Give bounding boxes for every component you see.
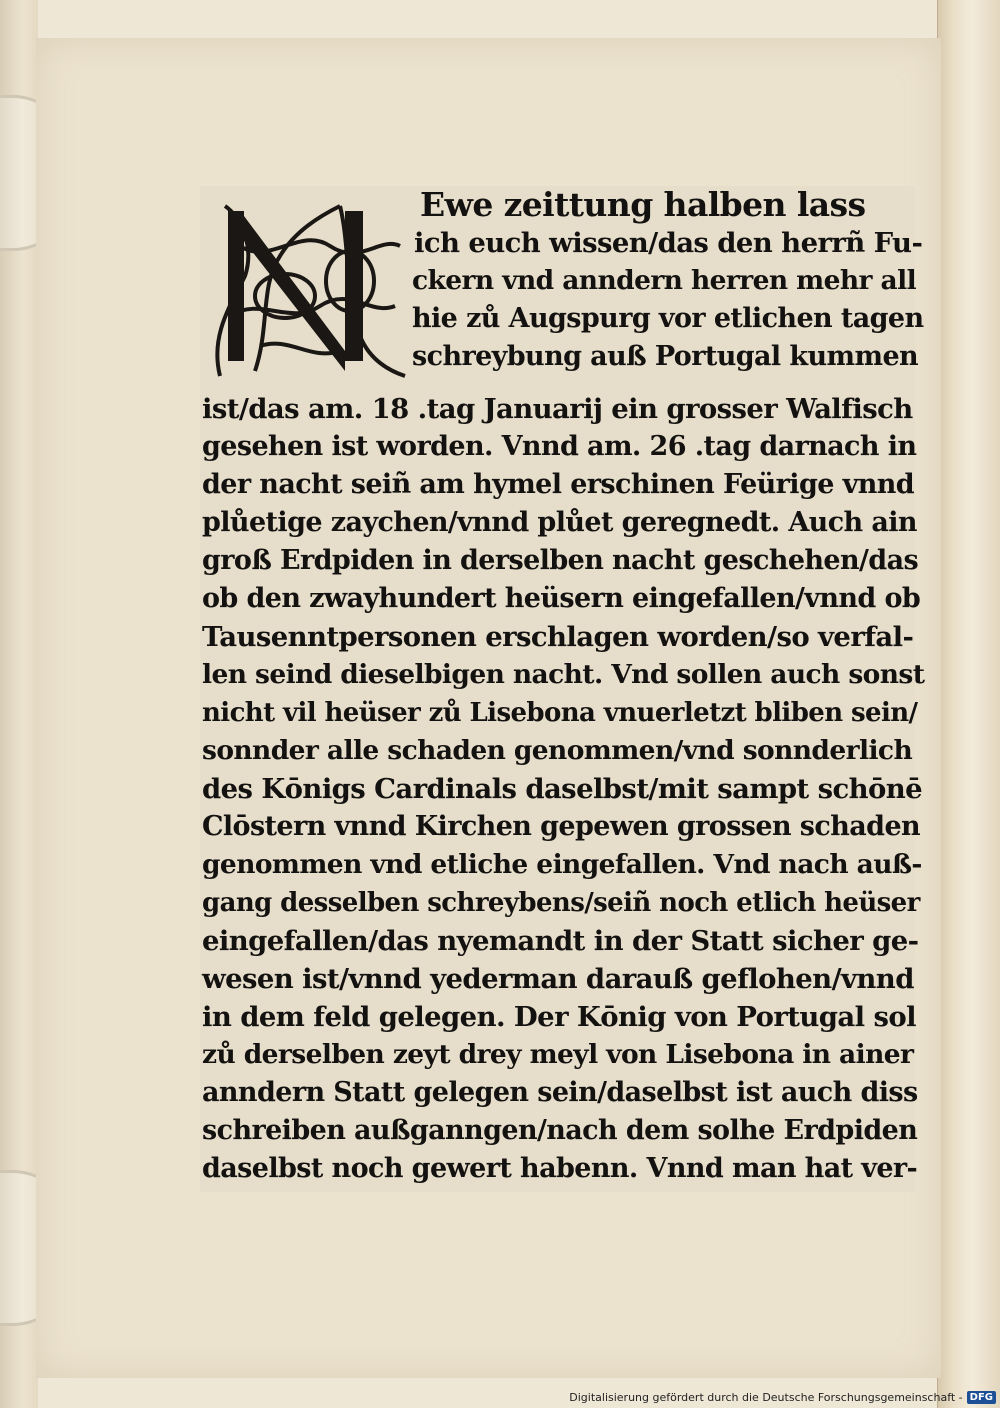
text-line-6: ist/das am. 18 .tag Januarij ein grosser Walfisch (202, 393, 913, 425)
dfg-logo-icon[interactable]: DFG (967, 1391, 996, 1404)
text-line-23: zů derselben zeyt drey meyl von Lisebona in ainer (202, 1039, 914, 1070)
text-line-15: sonnder alle schaden genommen/vnd sonnderlich (202, 735, 913, 766)
text-line-4: hie zů Augspurg vor etlichen tagen (412, 303, 924, 334)
text-line-8: der nacht seiñ am hymel erschinen Feürige vnnd (202, 469, 915, 500)
text-line-25: schreiben außganngen/nach dem solhe Erdpiden (202, 1115, 918, 1146)
decorated-initial (200, 186, 414, 388)
page-edges (937, 0, 1000, 1408)
text-line-24: anndern Statt gelegen sein/daselbst ist auch diss (202, 1077, 918, 1108)
text-line-22: in dem feld gelegen. Der Kōnig von Portugal sol (202, 1001, 916, 1033)
initial-letter: N (306, 336, 308, 337)
text-line-14: nicht vil heüser zů Lisebona vnuerletzt bliben sein/ (202, 698, 918, 728)
text-line-10: groß Erdpiden in derselben nacht geschehen/das (202, 545, 919, 576)
text-line-12: Tausenntpersonen erschlagen worden/so verfal‑ (202, 621, 914, 653)
text-line-16: des Kōnigs Cardinals daselbst/mit sampt schōnē (202, 773, 923, 805)
text-line-11: ob den zwayhundert heüsern eingefallen/vnnd ob (202, 583, 921, 614)
text-line-3: ckern vnd anndern herren mehr all (412, 265, 917, 296)
text-line-18: genommen vnd etliche eingefallen. Vnd nach auß‑ (202, 849, 922, 880)
text-line-5: schreybung auß Portugal kummen (412, 341, 919, 372)
text-line-20: eingefallen/das nyemandt in der Statt sicher ge‑ (202, 925, 919, 957)
digitization-credit (569, 1388, 996, 1406)
text-line-1: Ewe zeittung halben lass (420, 185, 866, 224)
credit-text: Digitalisierung gefördert durch die Deutsche Forschungsgemeinschaft - (569, 1390, 963, 1404)
text-line-13: len seind dieselbigen nacht. Vnd sollen auch sonst (202, 659, 925, 690)
text-line-9: plůetige zaychen/vnnd plůet geregnedt. Auch ain (202, 507, 917, 538)
text-line-19: gang desselben schreybens/seiñ noch etlich heüser (202, 888, 920, 918)
text-line-7: gesehen ist worden. Vnnd am. 26 .tag darnach in (202, 431, 917, 462)
text-line-21: wesen ist/vnnd yederman darauß geflohen/vnnd (202, 963, 914, 995)
text-line-2: ich euch wissen/das den herrñ Fu‑ (414, 227, 923, 259)
text-line-26: daselbst noch gewert habenn. Vnnd man hat ver‑ (202, 1153, 918, 1184)
text-line-17: Clōstern vnnd Kirchen gepewen grossen schaden (202, 811, 921, 842)
